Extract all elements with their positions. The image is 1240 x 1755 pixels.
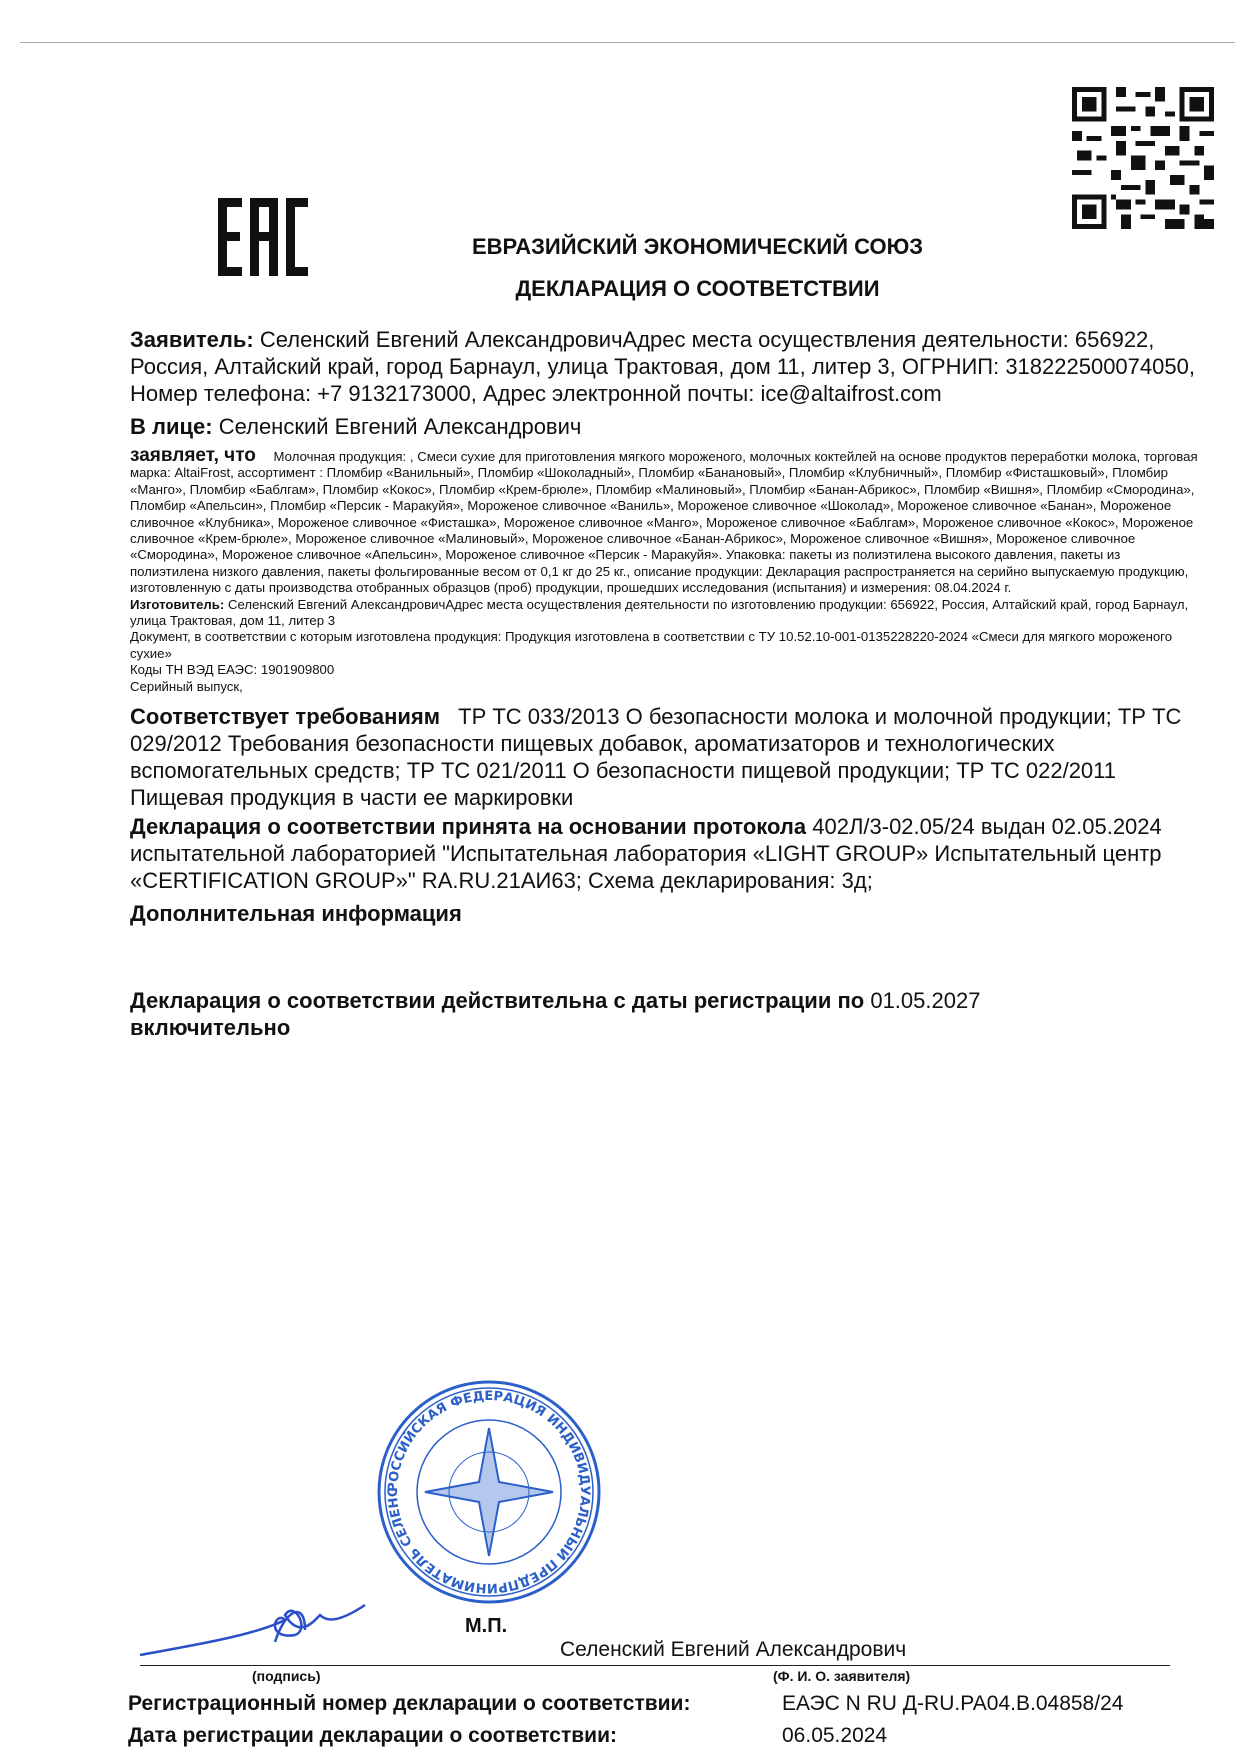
- declaration-body: [130, 326, 1200, 1041]
- additional-label: Дополнительная информация: [130, 901, 462, 927]
- signature-scribble: [135, 1580, 375, 1665]
- applicant-label: Заявитель:: [130, 327, 254, 352]
- registration-date-label: Дата регистрации декларации о соответствии:: [128, 1724, 617, 1747]
- svg-text:РОССИЙСКАЯ ФЕДЕРАЦИЯ ИНДИВИДУА: РОССИЙСКАЯ ФЕДЕРАЦИЯ ИНДИВИДУАЛЬНЫЙ ПРЕДПРИНИМАТЕЛЬ СЕЛЕНС: [385, 1388, 593, 1596]
- person-label: В лице:: [130, 414, 213, 439]
- qr-code[interactable]: [1072, 87, 1214, 234]
- manufacturer-label: Изготовитель:: [130, 596, 225, 612]
- registration-block: [128, 1692, 1188, 1748]
- conforms-label: Соответствует требованиям: [130, 704, 440, 730]
- registration-date: 06.05.2024: [782, 1724, 888, 1747]
- manufacturer-text: Селенский Евгений АлександровичАдрес места осуществления деятельности по изготовлению продукции: 656922, Россия, Алтайский край, город Барнаул, улица Трактовая, дом 11, литер 3: [130, 596, 1189, 629]
- declares-text: Молочная продукция: , Смеси сухие для приготовления мягкого мороженого, молочных коктейлей на основе продуктов переработки молока, торговая марка: AltaiFrost, ассортимент : Пломбир «Ванильный», Пломбир «Шоколадный», Пломбир «Банановый», Пломбир «Клубничный», Пломбир «Фисташковый», Пломбир «Манго», Пломбир «Баблгам», Пломбир «Кокос», Пломбир «Крем-брюле», Пломбир «Малиновый», Пломбир «Банан-Абрикос», Пломбир «Вишня», Пломбир «Смородина», Пломбир «Апельсин», Пломбир «Персик - Маракуйя», Мороженое сливочное «Ваниль», Мороженое сливочное «Шоколад», Мороженое сливочное «Банан», Мороженое сливочное «Клубника», Мороженое сливочное «Фисташка», Мороженое сливочное «Манго», Мороженое сливочное «Баблгам», Мороженое сливочное «Кокос», Мороженое сливочное «Крем-брюле», Мороженое сливочное «Малиновый», Мороженое сливочное «Банан-Абрикос», Мороженое сливочное «Вишня», Мороженое сливочное «Смородина», Мороженое сливочное «Апельсин», Мороженое сливочное «Персик - Маракуйя». Упаковка: пакеты из полиэтилена высокого давления, пакеты из полиэтилена низкого давления, пакеты фольгированные весом от 0,1 кг до 25 кг., описание продукции: Декларация распространяется на серийно выпускаемую продукцию, изготовленную с даты производства отобранных образцов (проб) продукции, прошедших исследования (испытания) и измерения: 08.04.2024 г.: [130, 449, 1198, 596]
- mp-label: М.П.: [465, 1615, 508, 1637]
- applicant-section: [130, 326, 1200, 407]
- document-title: ДЕКЛАРАЦИЯ О СООТВЕТСТВИИ: [515, 276, 880, 301]
- person-text: Селенский Евгений Александрович: [218, 414, 582, 439]
- hs-codes: Коды ТН ВЭД ЕАЭС: 1901909800: [130, 662, 335, 678]
- signature-caption: (подпись): [252, 1668, 321, 1684]
- serial-release: Серийный выпуск,: [130, 678, 243, 694]
- conforms-text: ТР ТС 033/2013 О безопасности молока и молочной продукции; ТР ТС 029/2012 Требования безопасности пищевых добавок, ароматизаторов и технологических вспомогательных средств; ТР ТС 021/2011 О безопасности пищевой продукции; ТР ТС 022/2011 Пищевая продукция в части ее маркировки: [130, 704, 1182, 811]
- validity-label: Декларация о соответствии действительна с даты регистрации по: [130, 988, 865, 1014]
- declares-section: [130, 445, 1200, 695]
- applicant-text: Селенский Евгений АлександровичАдрес места осуществления деятельности: 656922, Россия, Алтайский край, город Барнаул, улица Трактовая, дом 11, литер 3, ОГРНИП: 318222500074050, Номер телефона: +7 9132173000, Адрес электронной почты: ice@altaifrost.com: [130, 327, 1195, 406]
- applicant-name: Селенский Евгений Александрович: [560, 1638, 907, 1661]
- name-caption: (Ф. И. О. заявителя): [773, 1668, 911, 1684]
- validity-section: [130, 987, 1050, 1041]
- signature-line: [140, 1665, 1170, 1666]
- document-basis: Документ, в соответствии с которым изготовлена продукция: Продукция изготовлена в соответствии с ТУ 10.52.10-001-0135228220-2024 «Смеси для мягкого мороженого сухие»: [130, 629, 1173, 661]
- basis-label: Декларация о соответствии принята на основании протокола: [130, 814, 807, 840]
- validity-suffix: включительно: [130, 1015, 291, 1041]
- person-section: [130, 413, 1200, 440]
- registration-number-label: Регистрационный номер декларации о соответствии:: [128, 1692, 691, 1715]
- union-title: ЕВРАЗИЙСКИЙ ЭКОНОМИЧЕСКИЙ СОЮЗ: [471, 234, 924, 259]
- official-stamp: [375, 1378, 603, 1611]
- basis-section: [130, 813, 1200, 894]
- additional-info: [130, 900, 1200, 927]
- declares-label: заявляет, что: [130, 445, 256, 466]
- registration-number: ЕАЭС N RU Д-RU.РА04.В.04858/24: [782, 1692, 1124, 1715]
- validity-date: 01.05.2027: [870, 988, 981, 1014]
- top-divider: [20, 42, 1235, 43]
- conforms-section: [130, 703, 1200, 811]
- basis-text: 402Л/3-02.05/24 выдан 02.05.2024 испытательной лабораторией "Испытательная лаборатория «LIGHT GROUP» Испытательный центр «CERTIFICATION GROUP»" RA.RU.21АИ63; Схема декларирования: 3д;: [130, 814, 1162, 894]
